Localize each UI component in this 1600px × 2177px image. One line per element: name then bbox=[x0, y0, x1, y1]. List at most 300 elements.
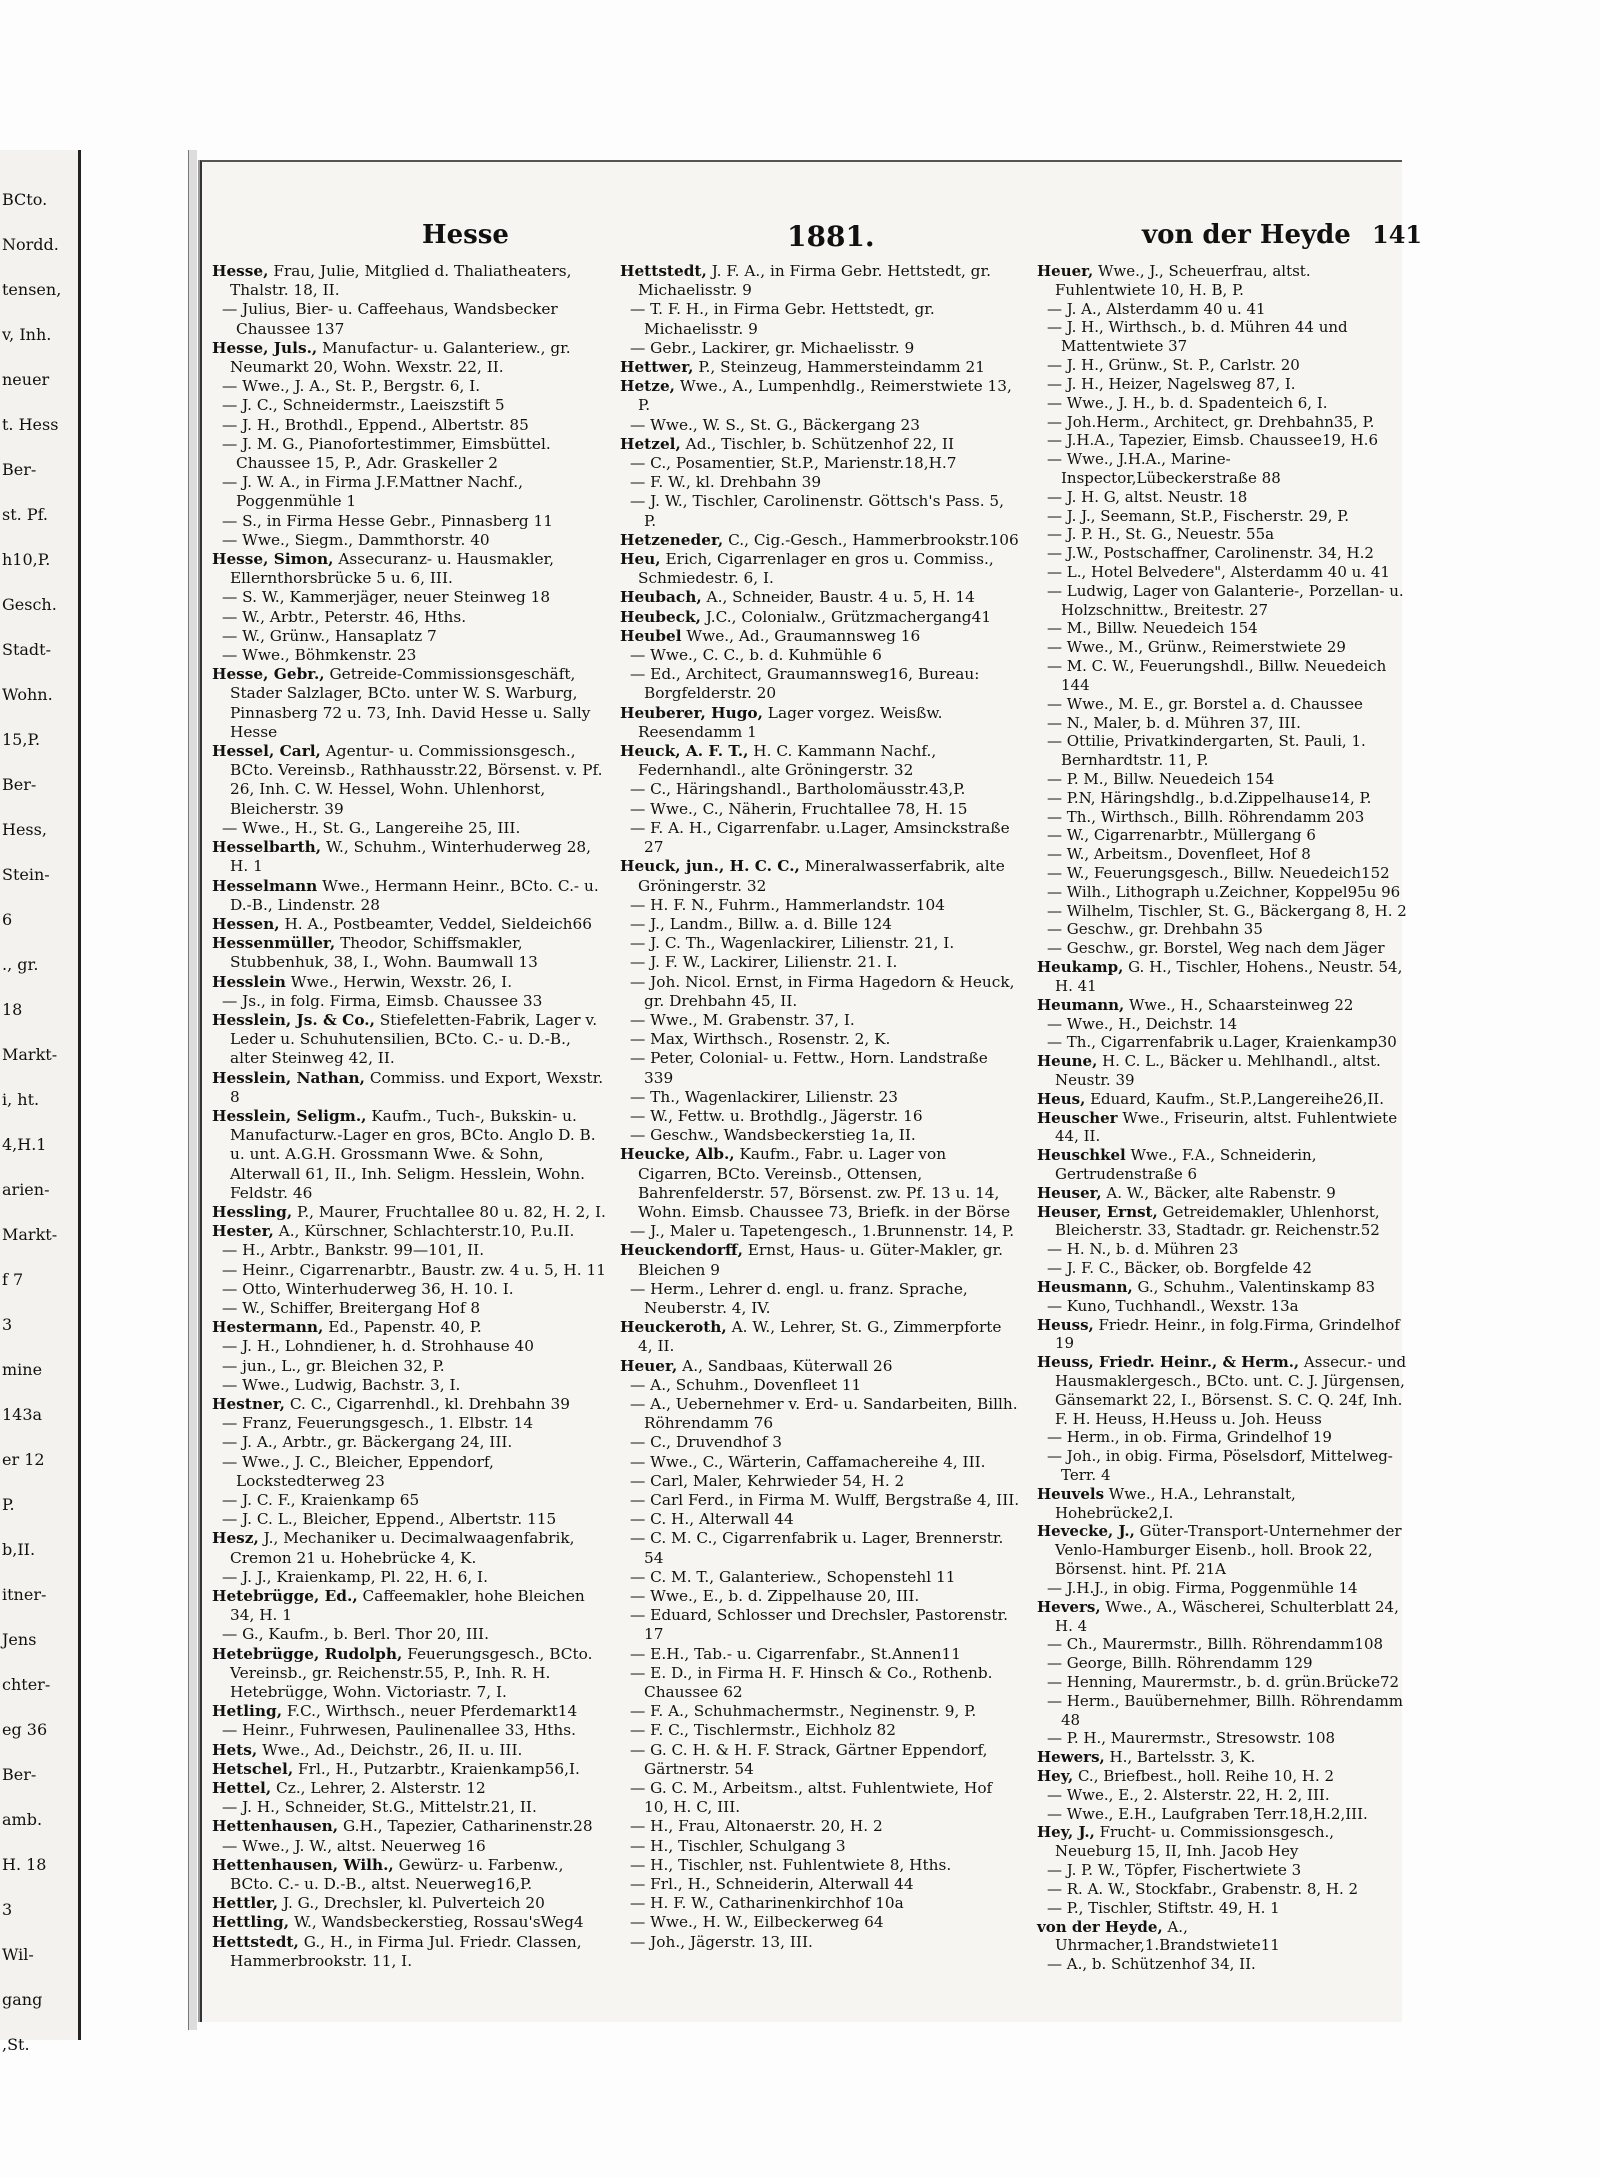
entry-details: — Ludwig, Lager von Galanterie-, Porzellan- u. Holzschnittw., Breitestr. 27 bbox=[1047, 581, 1404, 619]
directory-entry bbox=[620, 1222, 1020, 1241]
directory-entry bbox=[620, 800, 1020, 819]
adjacent-page-fragment: Stadt- bbox=[2, 640, 52, 659]
directory-entry bbox=[1037, 431, 1412, 450]
entry-name: Heusmann, bbox=[1037, 1277, 1133, 1296]
directory-entry bbox=[620, 646, 1020, 665]
entry-name: Heuscher bbox=[1037, 1108, 1118, 1127]
entry-details: — George, Billh. Röhrendamm 129 bbox=[1047, 1654, 1313, 1673]
directory-entry bbox=[212, 1395, 607, 1414]
entry-details: — J. A., Alsterdamm 40 u. 41 bbox=[1047, 299, 1266, 318]
entry-details: — A., Uebernehmer v. Erd- u. Sandarbeiten, Billh. Röhrendamm 76 bbox=[630, 1394, 1018, 1433]
entry-details: A., Sandbaas, Küterwall 26 bbox=[677, 1356, 893, 1375]
entry-details: — Wwe., E.H., Laufgraben Terr.18,H.2,III. bbox=[1047, 1804, 1368, 1823]
entry-details: — J. F. C., Bäcker, ob. Borgfelde 42 bbox=[1047, 1259, 1312, 1278]
entry-name: Heuck, jun., H. C. C., bbox=[620, 857, 800, 876]
directory-entry bbox=[1037, 318, 1412, 356]
directory-entry bbox=[1037, 1485, 1412, 1523]
directory-entry bbox=[620, 1587, 1020, 1606]
entry-details: — Eduard, Schlosser und Drechsler, Pastorenstr. 17 bbox=[630, 1606, 1009, 1644]
adjacent-page-fragment: tensen, bbox=[2, 280, 62, 299]
entry-details: — Wwe., M. Grabenstr. 37, I. bbox=[630, 1010, 855, 1029]
entry-name: Hesslein, Nathan, bbox=[212, 1068, 365, 1087]
directory-entry bbox=[620, 262, 1020, 300]
entry-details: Friedr. Heinr., in folg.Firma, Grindelhof 19 bbox=[1055, 1315, 1400, 1353]
directory-entry bbox=[212, 1894, 607, 1913]
directory-entry bbox=[1037, 770, 1412, 789]
entry-details: — Herm., Lehrer d. engl. u. franz. Sprache, Neuberstr. 4, IV. bbox=[630, 1279, 968, 1317]
entry-name: Hesslein, Seligm., bbox=[212, 1106, 367, 1125]
directory-entry bbox=[620, 1510, 1020, 1529]
directory-entry bbox=[620, 1049, 1020, 1087]
adjacent-page-fragment: H. 18 bbox=[2, 1855, 47, 1874]
entry-details: — Geschw., Wandsbeckerstieg 1a, II. bbox=[630, 1126, 916, 1145]
adjacent-page-strip bbox=[0, 150, 81, 2054]
entry-details: H. C. Kammann Nachf., Federnhandl., alte Gröningerstr. 32 bbox=[638, 742, 937, 780]
directory-entry bbox=[1037, 1918, 1412, 1956]
directory-entry bbox=[1037, 1033, 1412, 1052]
entry-details: — C., Druvendhof 3 bbox=[630, 1433, 782, 1452]
entry-details: Commiss. und Export, Wexstr. 8 bbox=[230, 1068, 604, 1106]
entry-details: — F. W., kl. Drehbahn 39 bbox=[630, 473, 822, 492]
entry-details: — W., Arbtr., Peterstr. 46, Hths. bbox=[222, 607, 467, 626]
directory-entry bbox=[1037, 1767, 1412, 1786]
entry-name: Hesslein bbox=[212, 972, 286, 991]
entry-details: H. A., Postbeamter, Veddel, Sieldeich66 bbox=[279, 914, 592, 933]
directory-entry bbox=[1037, 450, 1412, 488]
directory-entry bbox=[1037, 1297, 1412, 1316]
directory-entry bbox=[620, 1241, 1020, 1279]
directory-entry bbox=[620, 1357, 1020, 1376]
directory-entry bbox=[1037, 1729, 1412, 1748]
directory-entry bbox=[212, 1625, 607, 1644]
entry-details: J. F. A., in Firma Gebr. Hettstedt, gr. Michaelisstr. 9 bbox=[638, 262, 991, 300]
entry-details: J. G., Drechsler, kl. Pulverteich 20 bbox=[278, 1894, 545, 1913]
entry-details: A., Schneider, Baustr. 4 u. 5, H. 14 bbox=[701, 588, 975, 607]
entry-details: — Gebr., Lackirer, gr. Michaelisstr. 9 bbox=[630, 338, 915, 357]
directory-entry bbox=[212, 992, 607, 1011]
directory-entry bbox=[620, 416, 1020, 435]
directory-entry bbox=[212, 1741, 607, 1760]
directory-entry bbox=[212, 1510, 607, 1529]
entry-name: Heucke, Alb., bbox=[620, 1145, 735, 1164]
directory-entry bbox=[620, 857, 1020, 895]
entry-details: — jun., L., gr. Bleichen 32, P. bbox=[222, 1356, 445, 1375]
adjacent-page-fragment: 18 bbox=[2, 1000, 23, 1019]
directory-entry bbox=[620, 1472, 1020, 1491]
directory-entry bbox=[1037, 1428, 1412, 1447]
directory-entry bbox=[212, 1376, 607, 1395]
entry-details: G.H., Tapezier, Catharinenstr.28 bbox=[338, 1817, 593, 1836]
directory-entry bbox=[620, 819, 1020, 857]
entry-details: Feuerungsgesch., BCto. Vereinsb., gr. Reichenstr.55, P., Inh. R. H. Hetebrügge, Wohn. Victoriastr. 7, I. bbox=[230, 1644, 593, 1702]
entry-details: Cz., Lehrer, 2. Alsterstr. 12 bbox=[271, 1779, 486, 1798]
directory-entry bbox=[212, 646, 607, 665]
directory-entry bbox=[620, 780, 1020, 799]
entry-details: — H. F. N., Fuhrm., Hammerlandstr. 104 bbox=[630, 895, 945, 914]
directory-entry bbox=[212, 1357, 607, 1376]
entry-details: — J.W., Postschaffner, Carolinenstr. 34, H.2 bbox=[1047, 544, 1374, 563]
directory-entry bbox=[1037, 1635, 1412, 1654]
entry-details: Assecur.- und Hausmaklergesch., BCto. unt. C. J. Jürgensen, Gänsemarkt 22, I., Börsenst. S. C. Q. 24f, Inh. F. H. Heuss, H.Heuss u. Joh. Heuss bbox=[1055, 1353, 1407, 1428]
entry-details: Eduard, Kaufm., St.P.,Langereihe26,II. bbox=[1085, 1089, 1384, 1108]
directory-entry bbox=[212, 416, 607, 435]
entry-details: — J. H., Heizer, Nagelsweg 87, I. bbox=[1047, 374, 1296, 393]
entry-details: G., Schuhm., Valentinskamp 83 bbox=[1132, 1277, 1376, 1296]
column-2 bbox=[620, 262, 1020, 1952]
entry-name: Heuss, Friedr. Heinr., & Herm., bbox=[1037, 1353, 1300, 1372]
adjacent-page-fragment: itner- bbox=[2, 1585, 47, 1604]
adjacent-page-fragment: Gesch. bbox=[2, 595, 57, 614]
entry-name: Hettling, bbox=[212, 1913, 290, 1932]
entry-details: Agentur- u. Commissionsgesch., BCto. Vereinsb., Rathhausstr.22, Börsenst. v. Pf. 26, Inh. C. W. Hessel, Wohn. Uhlenhorst, Bleicherstr. 39 bbox=[230, 742, 603, 818]
directory-entry bbox=[212, 1933, 607, 1971]
directory-entry bbox=[212, 627, 607, 646]
adjacent-page-fragment: Ber- bbox=[2, 1765, 37, 1784]
directory-entry bbox=[1037, 544, 1412, 563]
directory-entry bbox=[620, 531, 1020, 550]
adjacent-page-fragment: Ber- bbox=[2, 460, 37, 479]
entry-name: Hettstedt, bbox=[620, 262, 707, 280]
entry-details: — Wwe., C. C., b. d. Kuhmühle 6 bbox=[630, 646, 882, 665]
adjacent-page-fragment: mine bbox=[2, 1360, 43, 1379]
directory-entry bbox=[1037, 1052, 1412, 1090]
entry-details: — Geschw., gr. Borstel, Weg nach dem Jäger bbox=[1047, 939, 1385, 958]
entry-details: — H. N., b. d. Mühren 23 bbox=[1047, 1240, 1239, 1259]
entry-details: — P., Tischler, Stiftstr. 49, H. 1 bbox=[1047, 1898, 1280, 1917]
directory-entry bbox=[1037, 1316, 1412, 1354]
directory-entry bbox=[1037, 714, 1412, 733]
entry-details: — M. C. W., Feuerungshdl., Billw. Neuedeich 144 bbox=[1047, 657, 1387, 694]
directory-entry bbox=[620, 377, 1020, 415]
directory-entry bbox=[212, 1779, 607, 1798]
directory-entry bbox=[1037, 695, 1412, 714]
entry-details: — R. A. W., Stockfabr., Grabenstr. 8, H. 2 bbox=[1047, 1879, 1359, 1898]
entry-details: — P. M., Billw. Neuedeich 154 bbox=[1047, 769, 1275, 788]
entry-details: — Ed., Architect, Graumannsweg16, Bureau: Borgfelderstr. 20 bbox=[630, 665, 980, 703]
entry-details: — Ch., Maurermstr., Billh. Röhrendamm108 bbox=[1047, 1635, 1384, 1654]
page-number: 141 bbox=[1372, 220, 1423, 249]
entry-details: — Wwe., M., Grünw., Reimerstwiete 29 bbox=[1047, 638, 1346, 657]
entry-details: Wwe., Ad., Graumannsweg 16 bbox=[681, 626, 921, 645]
entry-details: — H., Arbtr., Bankstr. 99—101, II. bbox=[222, 1241, 485, 1260]
directory-entry bbox=[212, 742, 607, 819]
directory-entry bbox=[620, 742, 1020, 780]
entry-details: — Wwe., C., Näherin, Fruchtallee 78, H. 15 bbox=[630, 799, 968, 818]
adjacent-page-fragment: 15,P. bbox=[2, 730, 41, 749]
entry-name: Hettel, bbox=[212, 1779, 272, 1798]
entry-details: P., Maurer, Fruchtallee 80 u. 82, H. 2, I. bbox=[292, 1202, 606, 1221]
directory-entry bbox=[1037, 1259, 1412, 1278]
directory-entry bbox=[1037, 864, 1412, 883]
directory-entry bbox=[620, 608, 1020, 627]
entry-details: C., Briefbest., holl. Reihe 10, H. 2 bbox=[1073, 1767, 1335, 1785]
entry-name: Heuck, A. F. T., bbox=[620, 742, 749, 761]
adjacent-page-fragment: st. Pf. bbox=[2, 505, 49, 524]
directory-entry bbox=[620, 1318, 1020, 1356]
entry-name: Hesse, Simon, bbox=[212, 550, 334, 569]
adjacent-page-fragment: 143a bbox=[2, 1405, 43, 1424]
adjacent-page-fragment: neuer bbox=[2, 370, 50, 389]
adjacent-page-fragment: b,II. bbox=[2, 1540, 36, 1559]
directory-entry bbox=[1037, 1805, 1412, 1824]
entry-details: F.C., Wirthsch., neuer Pferdemarkt14 bbox=[282, 1702, 578, 1721]
entry-details: — Wilhelm, Tischler, St. G., Bäckergang 8, H. 2 bbox=[1047, 901, 1407, 920]
entry-name: Heus, bbox=[1037, 1089, 1086, 1108]
directory-entry bbox=[212, 1645, 607, 1703]
directory-entry bbox=[1037, 996, 1412, 1015]
adjacent-page-fragment: chter- bbox=[2, 1675, 51, 1694]
entry-name: Hettler, bbox=[212, 1894, 279, 1913]
entry-details: — J. C. L., Bleicher, Eppend., Albertstr. 115 bbox=[222, 1510, 557, 1529]
entry-details: — M., Billw. Neuedeich 154 bbox=[1047, 619, 1258, 638]
entry-name: Hesz, bbox=[212, 1529, 259, 1548]
entry-details: A. W., Lehrer, St. G., Zimmerpforte 4, II. bbox=[638, 1318, 1002, 1356]
entry-details: — J., Maler u. Tapetengesch., 1.Brunnenstr. 14, P. bbox=[630, 1222, 1015, 1241]
adjacent-page-fragment: amb. bbox=[2, 1810, 43, 1829]
directory-entry bbox=[620, 435, 1020, 454]
directory-entry bbox=[620, 1933, 1020, 1952]
directory-entry bbox=[620, 1107, 1020, 1126]
directory-entry bbox=[620, 1491, 1020, 1510]
directory-entry bbox=[1037, 488, 1412, 507]
directory-entry bbox=[1037, 657, 1412, 695]
entry-details: Wwe., A., Lumpenhdlg., Reimerstwiete 13, P. bbox=[638, 377, 1012, 415]
directory-entry bbox=[620, 1145, 1020, 1222]
entry-details: — W., Arbeitsm., Dovenfleet, Hof 8 bbox=[1047, 845, 1311, 864]
entry-details: Erich, Cigarrenlager en gros u. Commiss., Schmiedestr. 6, I. bbox=[638, 550, 994, 588]
entry-details: — W., Schiffer, Breitergang Hof 8 bbox=[222, 1298, 481, 1317]
entry-details: — J. F. W., Lackirer, Lilienstr. 21. I. bbox=[630, 953, 898, 972]
adjacent-page-fragment: 3 bbox=[2, 1315, 13, 1334]
entry-name: Heuberer, Hugo, bbox=[620, 703, 763, 722]
entry-details: — Joh., in obig. Firma, Pöselsdorf, Mittelweg-Terr. 4 bbox=[1047, 1447, 1393, 1484]
directory-entry bbox=[212, 1337, 607, 1356]
directory-entry bbox=[620, 1030, 1020, 1049]
entry-details: Kaufm., Fabr. u. Lager von Cigarren, BCto. Vereinsb., Ottensen, Bahrenfelderstr. 57, Börsenst. zw. Pf. 13 u. 14, Wohn. Eimsb. Chaussee 73, Briefk. in der Börse bbox=[638, 1145, 1011, 1221]
directory-entry bbox=[1037, 1861, 1412, 1880]
entry-details: — F. C., Tischlermstr., Eichholz 82 bbox=[630, 1721, 897, 1740]
entry-details: — Herm., Bauübernehmer, Billh. Röhrendamm 48 bbox=[1047, 1691, 1404, 1729]
directory-entry bbox=[620, 915, 1020, 934]
directory-entry bbox=[1037, 507, 1412, 526]
directory-entry bbox=[620, 358, 1020, 377]
entry-details: — Frl., H., Schneiderin, Alterwall 44 bbox=[630, 1875, 914, 1894]
entry-details: — J. C., Schneidermstr., Laeiszstift 5 bbox=[222, 396, 505, 415]
entry-details: Mineralwasserfabrik, alte Gröningerstr. 32 bbox=[638, 857, 1005, 895]
directory-entry bbox=[1037, 1823, 1412, 1861]
directory-entry bbox=[1037, 1353, 1412, 1428]
directory-entry bbox=[620, 1126, 1020, 1145]
adjacent-page-fragment: Markt- bbox=[2, 1225, 58, 1244]
adjacent-page-fragment: ,St. bbox=[2, 2035, 30, 2054]
directory-page bbox=[200, 160, 1423, 2022]
entry-details: — Th., Wagenlackirer, Lilienstr. 23 bbox=[630, 1087, 899, 1106]
entry-name: Hessel, Carl, bbox=[212, 742, 321, 761]
directory-entry bbox=[620, 1913, 1020, 1932]
directory-entry bbox=[1037, 902, 1412, 921]
entry-details: C. C., Cigarrenhdl., kl. Drehbahn 39 bbox=[285, 1394, 570, 1413]
entry-details: — Wilh., Lithograph u.Zeichner, Koppel95u 96 bbox=[1047, 882, 1401, 901]
entry-name: Hesselmann bbox=[212, 876, 318, 895]
directory-entry bbox=[1037, 808, 1412, 827]
entry-details: Wwe., J., Scheuerfrau, altst. Fuhlentwiete 10, H. B, P. bbox=[1055, 262, 1311, 299]
directory-entry bbox=[620, 588, 1020, 607]
directory-entry bbox=[1037, 1278, 1412, 1297]
adjacent-page-fragment: Markt- bbox=[2, 1045, 58, 1064]
entry-details: — C., Häringshandl., Bartholomäusstr.43,P. bbox=[630, 780, 966, 799]
directory-entry bbox=[212, 300, 607, 338]
entry-details: — Wwe., Siegm., Dammthorstr. 40 bbox=[222, 530, 490, 549]
adjacent-page-fragment: t. Hess bbox=[2, 415, 59, 434]
directory-entry bbox=[620, 1664, 1020, 1702]
entry-details: — Ottilie, Privatkindergarten, St. Pauli, 1. Bernhardtstr. 11, P. bbox=[1047, 732, 1366, 770]
entry-details: — Heinr., Fuhrwesen, Paulinenallee 33, Hths. bbox=[222, 1721, 577, 1740]
directory-entry bbox=[1037, 1447, 1412, 1485]
directory-entry bbox=[1037, 1240, 1412, 1259]
directory-entry bbox=[1037, 1955, 1412, 1974]
directory-entry bbox=[620, 1894, 1020, 1913]
entry-name: Heuschkel bbox=[1037, 1146, 1126, 1165]
entry-details: H. C. L., Bäcker u. Mehlhandl., altst. Neustr. 39 bbox=[1055, 1052, 1381, 1089]
entry-details: — Julius, Bier- u. Caffeehaus, Wandsbecker Chaussee 137 bbox=[222, 300, 558, 338]
directory-entry bbox=[1037, 1748, 1412, 1767]
entry-details: — E. D., in Firma H. F. Hinsch & Co., Rothenb. Chaussee 62 bbox=[630, 1663, 993, 1702]
entry-details: — Wwe., Böhmkenstr. 23 bbox=[222, 646, 417, 665]
entry-details: — F. A., Schuhmachermstr., Neginenstr. 9, P. bbox=[630, 1702, 977, 1721]
entry-details: Wwe., H.A., Lehranstalt, Hohebrücke2,I. bbox=[1055, 1484, 1296, 1522]
entry-details: — J.H.J., in obig. Firma, Poggenmühle 14 bbox=[1047, 1578, 1358, 1597]
entry-details: — J. H., Wirthsch., b. d. Mühren 44 und Mattentwiete 37 bbox=[1047, 318, 1348, 356]
entry-name: Hester, bbox=[212, 1222, 274, 1241]
entry-details: — H. F. W., Catharinenkirchhof 10a bbox=[630, 1894, 904, 1913]
entry-name: Heuss, bbox=[1037, 1315, 1094, 1334]
entry-name: Hetebrügge, Ed., bbox=[212, 1587, 358, 1606]
directory-entry bbox=[1037, 375, 1412, 394]
adjacent-page-fragment: Stein- bbox=[2, 865, 50, 884]
directory-entry bbox=[1037, 356, 1412, 375]
directory-entry bbox=[1037, 1146, 1412, 1184]
entry-details: — C. M. T., Galanteriew., Schopenstehl 11 bbox=[630, 1567, 956, 1586]
directory-entry bbox=[620, 339, 1020, 358]
directory-entry bbox=[1037, 1184, 1412, 1203]
entry-name: Heuser, bbox=[1037, 1183, 1102, 1202]
entry-details: — J. H., Grünw., St. P., Carlstr. 20 bbox=[1047, 356, 1300, 375]
entry-details: — W., Feuerungsgesch., Billw. Neuedeich152 bbox=[1047, 864, 1390, 882]
entry-details: — J. H., Brothdl., Eppend., Albertstr. 85 bbox=[222, 415, 529, 434]
directory-entry bbox=[1037, 300, 1412, 319]
directory-entry bbox=[620, 1856, 1020, 1875]
directory-entry bbox=[1037, 1598, 1412, 1636]
entry-details: — C. M. C., Cigarrenfabrik u. Lager, Brennerstr. 54 bbox=[630, 1529, 1004, 1567]
entry-details: — J. J., Seemann, St.P., Fischerstr. 29, P. bbox=[1047, 506, 1350, 525]
entry-details: — J. W. A., in Firma J.F.Mattner Nachf., Poggenmühle 1 bbox=[222, 473, 523, 511]
entry-details: G., H., in Firma Jul. Friedr. Classen, Hammerbrookstr. 11, I. bbox=[230, 1932, 582, 1970]
directory-entry bbox=[620, 1568, 1020, 1587]
directory-entry bbox=[212, 1261, 607, 1280]
entry-name: Heuer, bbox=[620, 1356, 678, 1375]
directory-entry bbox=[212, 1069, 607, 1107]
entry-details: — J. H. G, altst. Neustr. 18 bbox=[1047, 487, 1248, 506]
entry-name: Hessling, bbox=[212, 1202, 293, 1221]
entry-name: Heuer, bbox=[1037, 262, 1094, 280]
directory-entry bbox=[212, 1817, 607, 1836]
directory-entry bbox=[1037, 1786, 1412, 1805]
adjacent-page-fragment: P. bbox=[2, 1495, 15, 1514]
directory-entry bbox=[212, 665, 607, 742]
directory-entry bbox=[1037, 1203, 1412, 1241]
entry-details: — W., Cigarrenarbtr., Müllergang 6 bbox=[1047, 826, 1316, 845]
entry-details: — P.N, Häringshdlg., b.d.Zippelhause14, P. bbox=[1047, 788, 1372, 807]
entry-name: Heuckendorff, bbox=[620, 1241, 743, 1260]
adjacent-page-fragment: 6 bbox=[2, 910, 13, 929]
directory-entry bbox=[212, 1568, 607, 1587]
entry-name: Hettwer, bbox=[620, 358, 694, 377]
directory-entry bbox=[1037, 262, 1412, 300]
directory-entry bbox=[1037, 826, 1412, 845]
directory-entry bbox=[620, 896, 1020, 915]
adjacent-page-fragment: ., gr. bbox=[2, 955, 39, 974]
directory-entry bbox=[212, 838, 607, 876]
entry-details: — W., Fettw. u. Brothdlg., Jägerstr. 16 bbox=[630, 1106, 923, 1125]
entry-details: — Wwe., J. A., St. P., Bergstr. 6, I. bbox=[222, 377, 481, 396]
adjacent-page-fragment: Jens bbox=[2, 1630, 37, 1649]
entry-name: Hessen, bbox=[212, 914, 280, 933]
entry-details: — C. H., Alterwall 44 bbox=[630, 1510, 794, 1529]
directory-entry bbox=[1037, 1015, 1412, 1034]
directory-entry bbox=[212, 1913, 607, 1932]
directory-entry bbox=[1037, 958, 1412, 996]
entry-details: C., Cig.-Gesch., Hammerbrookstr.106 bbox=[723, 530, 1019, 549]
entry-name: Heumann, bbox=[1037, 995, 1125, 1014]
adjacent-page-fragment: v, Inh. bbox=[2, 325, 52, 344]
adjacent-page-fragment: gang bbox=[2, 1990, 43, 2009]
adjacent-page-fragment: h10,P. bbox=[2, 550, 51, 569]
entry-details: — J. H., Lohndiener, h. d. Strohhause 40 bbox=[222, 1337, 534, 1356]
entry-details: J.C., Colonialw., Grützmachergang41 bbox=[700, 607, 992, 626]
directory-entry bbox=[620, 934, 1020, 953]
adjacent-page-fragment: arien- bbox=[2, 1180, 50, 1199]
entry-details: — Max, Wirthsch., Rosenstr. 2, K. bbox=[630, 1030, 891, 1049]
directory-entry bbox=[1037, 638, 1412, 657]
directory-entry bbox=[212, 1107, 607, 1203]
entry-details: — Wwe., J. H., b. d. Spadenteich 6, I. bbox=[1047, 393, 1328, 412]
entry-details: — P. H., Maurermstr., Stresowstr. 108 bbox=[1047, 1729, 1336, 1748]
entry-details: Frau, Julie, Mitglied d. Thaliatheaters, Thalstr. 18, II. bbox=[230, 262, 572, 300]
entry-details: Theodor, Schiffsmakler, Stubbenhuk, 38, I., Wohn. Baumwall 13 bbox=[230, 934, 538, 972]
entry-details: — Wwe., J. W., altst. Neuerweg 16 bbox=[222, 1836, 486, 1855]
entry-details: — S. W., Kammerjäger, neuer Steinweg 18 bbox=[222, 588, 551, 607]
directory-entry bbox=[1037, 845, 1412, 864]
entry-name: Hetzel, bbox=[620, 434, 681, 453]
directory-entry bbox=[620, 1376, 1020, 1395]
directory-entry bbox=[212, 1856, 607, 1894]
entry-name: Hesse, bbox=[212, 262, 269, 280]
entry-details: Wwe., Herwin, Wexstr. 26, I. bbox=[285, 972, 513, 991]
entry-name: Heukamp, bbox=[1037, 958, 1124, 977]
adjacent-page-fragment: BCto. bbox=[2, 190, 48, 209]
entry-details: — S., in Firma Hesse Gebr., Pinnasberg 11 bbox=[222, 511, 554, 530]
directory-entry bbox=[212, 1299, 607, 1318]
entry-details: — T. F. H., in Firma Gebr. Hettstedt, gr. Michaelisstr. 9 bbox=[630, 300, 935, 338]
entry-details: — Wwe., H., Deichstr. 14 bbox=[1047, 1014, 1238, 1033]
entry-details: — Otto, Winterhuderweg 36, H. 10. I. bbox=[222, 1279, 514, 1298]
directory-entry bbox=[1037, 1880, 1412, 1899]
entry-details: — Wwe., H. W., Eilbeckerweg 64 bbox=[630, 1913, 884, 1932]
directory-entry bbox=[212, 1798, 607, 1817]
directory-entry bbox=[620, 492, 1020, 530]
entry-details: Getreide-Commissionsgeschäft, Stader Salzlager, BCto. unter W. S. Warburg, Pinnasberg 72 u. 73, Inh. David Hesse u. Sally Hesse bbox=[230, 665, 591, 741]
directory-entry bbox=[212, 339, 607, 377]
